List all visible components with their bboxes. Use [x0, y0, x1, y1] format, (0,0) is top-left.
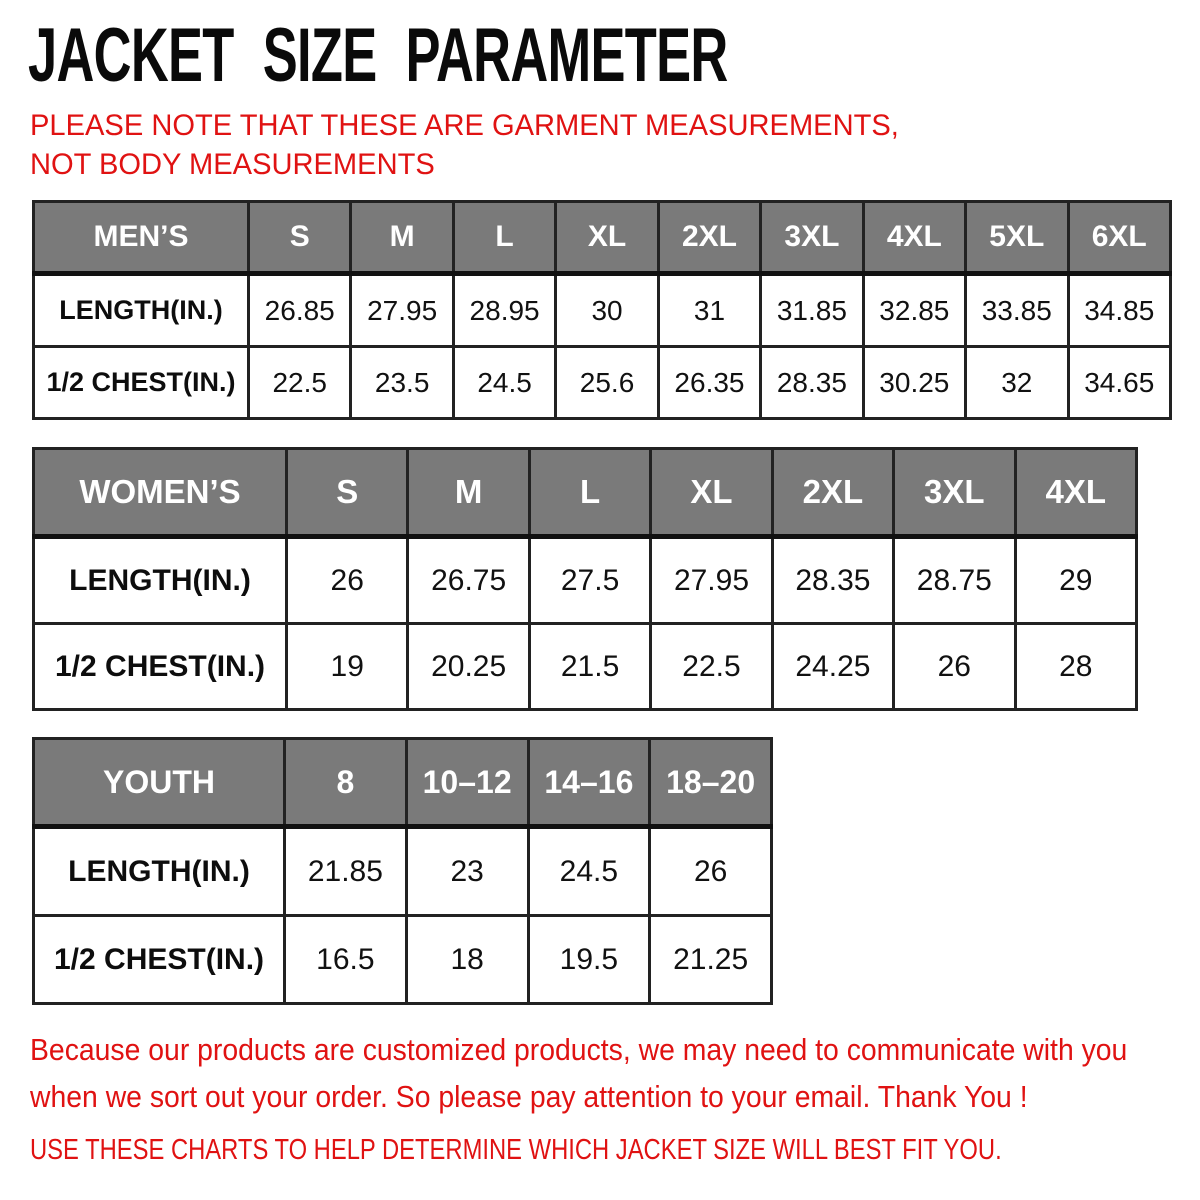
measurement-row: [34, 827, 772, 916]
value-cell: 34.65: [1068, 347, 1171, 419]
measurement-row: [34, 274, 1171, 347]
value-cell: 16.5: [285, 916, 407, 1004]
size-header-cell: 3XL: [761, 202, 863, 274]
value-cell: 24.25: [772, 624, 893, 710]
value-cell: 24.5: [453, 347, 555, 419]
value-cell: 34.85: [1068, 274, 1171, 347]
size-header-cell: 4XL: [863, 202, 965, 274]
size-header-cell: S: [249, 202, 351, 274]
value-cell: 32: [966, 347, 1068, 419]
value-cell: 30: [556, 274, 658, 347]
customized-products-note: Because our products are customized products, we may need to communicate with you when we sort out your order. So please pay attention to your email. Thank You !: [30, 1032, 1128, 1114]
value-cell: 28.35: [761, 347, 863, 419]
row-label-cell: LENGTH(IN.): [34, 537, 287, 624]
measurement-row: [34, 537, 1137, 624]
size-table-mens: [32, 200, 1172, 420]
header-row: [34, 449, 1137, 537]
size-header-cell: XL: [651, 449, 772, 537]
measurement-row: [34, 624, 1137, 710]
size-header-cell: L: [529, 449, 650, 537]
size-header-cell: 4XL: [1015, 449, 1136, 537]
size-header-cell: M: [408, 449, 529, 537]
value-cell: 26: [287, 537, 408, 624]
value-cell: 26: [650, 827, 772, 916]
value-cell: 28.95: [453, 274, 555, 347]
value-cell: 25.6: [556, 347, 658, 419]
size-header-cell: 2XL: [772, 449, 893, 537]
value-cell: 27.95: [651, 537, 772, 624]
value-cell: 21.5: [529, 624, 650, 710]
size-header-cell: 5XL: [966, 202, 1068, 274]
measurement-row: [34, 916, 772, 1004]
size-header-cell: 3XL: [894, 449, 1015, 537]
table-category-cell: YOUTH: [34, 739, 285, 827]
size-header-cell: L: [453, 202, 555, 274]
size-header-cell: 18–20: [650, 739, 772, 827]
value-cell: 26.75: [408, 537, 529, 624]
value-cell: 32.85: [863, 274, 965, 347]
value-cell: 28: [1015, 624, 1136, 710]
garment-measurements-note: PLEASE NOTE THAT THESE ARE GARMENT MEASUREMENTS, NOT BODY MEASUREMENTS: [30, 109, 899, 181]
value-cell: 28.75: [894, 537, 1015, 624]
size-header-cell: 6XL: [1068, 202, 1171, 274]
value-cell: 23.5: [351, 347, 453, 419]
header-row: [34, 202, 1171, 274]
value-cell: 31.85: [761, 274, 863, 347]
value-cell: 24.5: [528, 827, 650, 916]
value-cell: 27.5: [529, 537, 650, 624]
size-header-cell: S: [287, 449, 408, 537]
value-cell: 27.95: [351, 274, 453, 347]
value-cell: 21.85: [285, 827, 407, 916]
value-cell: 26.85: [249, 274, 351, 347]
value-cell: 19.5: [528, 916, 650, 1004]
table-category-cell: WOMEN’S: [34, 449, 287, 537]
measurement-row: [34, 347, 1171, 419]
header-row: [34, 739, 772, 827]
size-header-cell: 10–12: [406, 739, 528, 827]
value-cell: 18: [406, 916, 528, 1004]
row-label-cell: 1/2 CHEST(IN.): [34, 916, 285, 1004]
size-table-youth: [32, 737, 773, 1005]
row-label-cell: LENGTH(IN.): [34, 827, 285, 916]
use-charts-note: USE THESE CHARTS TO HELP DETERMINE WHICH JACKET SIZE WILL BEST FIT YOU.: [30, 1134, 1002, 1166]
value-cell: 29: [1015, 537, 1136, 624]
table-category-cell: MEN’S: [34, 202, 249, 274]
page-title: JACKET SIZE PARAMETER: [28, 13, 728, 98]
value-cell: 21.25: [650, 916, 772, 1004]
value-cell: 26: [894, 624, 1015, 710]
row-label-cell: 1/2 CHEST(IN.): [34, 624, 287, 710]
value-cell: 33.85: [966, 274, 1068, 347]
value-cell: 30.25: [863, 347, 965, 419]
value-cell: 31: [658, 274, 760, 347]
size-header-cell: 2XL: [658, 202, 760, 274]
size-header-cell: M: [351, 202, 453, 274]
value-cell: 23: [406, 827, 528, 916]
value-cell: 22.5: [249, 347, 351, 419]
value-cell: 22.5: [651, 624, 772, 710]
value-cell: 26.35: [658, 347, 760, 419]
row-label-cell: LENGTH(IN.): [34, 274, 249, 347]
size-table-womens: [32, 447, 1138, 711]
value-cell: 19: [287, 624, 408, 710]
size-header-cell: XL: [556, 202, 658, 274]
value-cell: 20.25: [408, 624, 529, 710]
size-header-cell: 14–16: [528, 739, 650, 827]
row-label-cell: 1/2 CHEST(IN.): [34, 347, 249, 419]
value-cell: 28.35: [772, 537, 893, 624]
size-header-cell: 8: [285, 739, 407, 827]
